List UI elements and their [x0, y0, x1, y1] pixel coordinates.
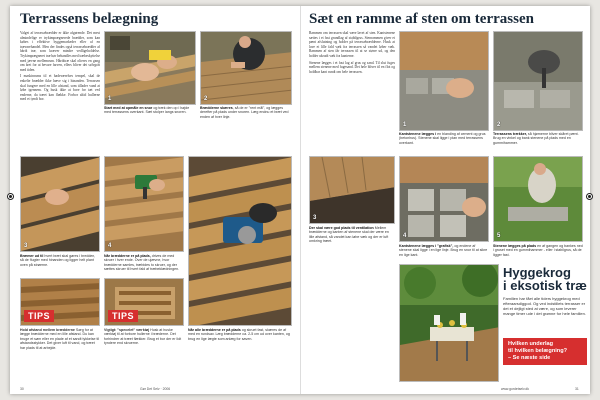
intro-paragraph: Valget af terrassebrædder er ikke afgørende. Det mest almindelige er trykimprægnerede brædder, som kan købes i effektive byggemarkeder eller af en trævarehandel. Men der findes også terrassebrædder af hårdt træ, som kræver mindre vedligeholdelse. Trykimprægneret træ bør behandles med træbeskyttelse med jævne mellemrum. Hårdttræ skal olieres en gang om året for at bevare farven, ellers bliver det sølvgråt med tiden. [20, 31, 101, 72]
caption-step-5-text: og skruet fast, skæres de af med en rundsav. Læg brædderne ca. 2-5 cm ud over kanten, og brug en lige lægte som anlæg for saven. [188, 328, 290, 341]
tips-1-lead: Hold afstand mellem brædderne [20, 328, 75, 332]
step-number-3: 3 [313, 215, 317, 221]
photo-right-step-5 [493, 156, 583, 242]
photo-step-5 [188, 156, 292, 326]
photo-step-1-image [105, 32, 196, 105]
caption-step-5-lead: Når alle brædderne er på plads [188, 328, 241, 332]
caption-right-step-2-lead: Terrassens trækker, [493, 132, 527, 136]
step-number-4: 4 [108, 243, 112, 249]
tips-photo-1 [20, 278, 100, 326]
tips-badge-1: TIPS [24, 310, 54, 322]
hygge-heading-line-1: Hyggekrog [503, 265, 571, 280]
photo-step-3 [20, 156, 100, 252]
photo-right-step-2-image [494, 32, 583, 131]
photo-right-step-2 [493, 31, 583, 131]
caption-right-step-3 [309, 226, 395, 244]
caption-right-step-2 [493, 132, 583, 145]
body-column-1 [309, 31, 395, 151]
hygge-heading-line-2: i eksotisk træ [503, 278, 587, 293]
tips-photo-2 [104, 278, 184, 326]
caption-step-3-text: hvert bræt skal gøres i bredden, så de flugter med hinanden og ligger helt plant oven på strøerne. [20, 254, 96, 267]
folio-number-right: 31 [575, 387, 579, 391]
caption-step-4-text: drives de med skruer i hver ende. Over de ujævne, hvor brædderne samles, træbides to skruer, og der sættes skruer til hvert fald af træbeklædningen. [104, 254, 180, 272]
caption-right-step-4-lead: Kantstenene lægges i "grafisk", [399, 244, 454, 248]
tips-2-lead: Vigtigt: "specelet" værktøj [104, 328, 150, 332]
caption-right-step-5-lead: Stenene lægges på plads [493, 244, 537, 248]
caption-right-step-1-text: en blanding af cement og grus (betonhus). Stenene skal ligge i plan med terrassens overkant. [399, 132, 486, 145]
photo-step-4-image [105, 157, 184, 252]
caption-step-5 [188, 328, 292, 341]
tips-badge-2: TIPS [108, 310, 138, 322]
promo-line-3: – Se næste side [508, 355, 551, 361]
page-title: Terrassens belægning [20, 11, 159, 27]
folio-text-right: www.gordetselv.dk [501, 387, 530, 391]
hygge-heading [503, 266, 587, 292]
caption-right-step-3-lead: Der skal være god plads til ventilation [309, 226, 374, 230]
caption-step-2-lead: Brædderne skæres [200, 106, 233, 110]
tips-1-body: Sørg for at lægge brædderne med en lille afstand. Du kan bruge et søm eller en plade af et sandt tykkelse til afstandsstykker. Det giver luft til vand, og træet har plads til at arbejde. [20, 328, 100, 350]
photo-right-step-3-image [310, 157, 395, 224]
intro-paragraph-2: I maskinrums til et badeværelses tempel, skal de enkelte brædder ikke hæve sig i hinanden. Terrassen skal fungere med en lille afstand, som tillader vand at løbe igennem. Og husk ikke at bore for tæt ved enderne, da træet kan flække. Forbor altid hullerne med et tyndt bor. [20, 74, 100, 102]
right-page [300, 6, 590, 394]
promo-line-1: Hvilken underlag [508, 341, 554, 347]
photo-right-step-3 [309, 156, 395, 224]
photo-right-step-1-image [400, 32, 489, 131]
photo-step-4 [104, 156, 184, 252]
step-number-2: 2 [204, 96, 208, 102]
page-title: Sæt en ramme af sten om terrassen [309, 11, 534, 27]
caption-right-step-4 [399, 244, 489, 257]
step-number-5: 5 [497, 233, 501, 239]
caption-right-step-5 [493, 244, 583, 257]
folio-number-left: 30 [20, 387, 24, 391]
caption-right-step-1 [399, 132, 489, 145]
photo-right-step-5-image [494, 157, 583, 242]
photo-step-3-image [21, 157, 100, 252]
caption-right-step-1-lead: Kantstenene lægges i [399, 132, 437, 136]
caption-right-step-3-text: Mellem brædderne og kanten af stenene skal der være en lille afstand, så vandet kan løbe væk og der er luft omkring træet. [309, 226, 389, 244]
caption-step-4 [104, 254, 184, 272]
binding-dot-left [8, 194, 13, 199]
photo-hyggekrog [399, 264, 499, 382]
binding-dot-right [587, 194, 592, 199]
step-number-2: 2 [497, 122, 501, 128]
caption-step-3 [20, 254, 100, 267]
caption-step-2-text: , så de er "rent mål", og lægges derefter på plads under snoren. Læg endnu et bræt ved enden af hver linje. [200, 106, 289, 119]
promo-line-2: til hvilken belægning? [508, 348, 568, 354]
tips-text-1 [20, 328, 100, 350]
photo-step-2-image [201, 32, 292, 105]
photo-step-5-image [189, 157, 292, 326]
folio-text-left: Gør Det Selv · 2006 [140, 387, 171, 391]
caption-step-1-text: og træk den op i højde med terrassens overkant. Sæt stolper langs snoren. [104, 106, 190, 115]
next-page-promo[interactable] [503, 338, 587, 365]
step-number-4: 4 [403, 233, 407, 239]
caption-step-3-lead: Bræmer ud til [20, 254, 44, 258]
caption-right-step-5-text: en af gangen og bankes ned i gruset med en gummihammer - eller i stabilgrus, så de ligger fast. [493, 244, 583, 257]
photo-hyggekrog-image [400, 265, 499, 382]
body-paragraph-1: Rammen om terrassen skal være lavet af sten. Kantstenene sættes i et fast grundlag af stabilgrus. Stenrammen giver et pænt afslutning og holder på terrassebrædderne. Husk at lave et lille fald væk fra terrassen så vandet løber væk. Rammen af sten får terrassen til at se større ud, og den holder ukrudt væk fra kanterne. [309, 31, 395, 58]
body-paragraph-2: Stenene lægges i et fast lag af grus og sand. Til slut fuges mellem stenene med fugesand. Det hele bliver til en flot og holdbar kant rundt om hele terrassen. [309, 60, 395, 74]
caption-step-1 [104, 106, 196, 115]
photo-right-step-4 [399, 156, 489, 242]
caption-right-step-2-text: så hjørnerne bliver skåret pænt. Brug en vinkel og bank stenene på plads med en gummihammer. [493, 132, 579, 145]
tips-2-body: Husk at huske værktøj til at forbore hullerne i bræderne. Det forhindrer at træet flækker. Brug et bor der er lidt tyndere end skruerne. [104, 328, 182, 346]
caption-right-step-4-text: og endene af stenene skal ligge i en lige linje. Brug en snor til at sikre en lige kant. [399, 244, 488, 257]
step-number-1: 1 [108, 96, 112, 102]
step-number-1: 1 [403, 122, 407, 128]
hygge-text: Familien har fået alle tiders hyggekrog med efteraarsdiggod. Og ved indstillets terrasser er det et dejligt sted at være, og som leverer mange timer ude i det grønne for hele familien. [503, 296, 586, 316]
photo-right-step-4-image [400, 157, 489, 242]
caption-step-4-lead: Når brædderne er på plads, [104, 254, 151, 258]
tips-text-2 [104, 328, 184, 346]
photo-right-step-1 [399, 31, 489, 131]
photo-step-1 [104, 31, 196, 105]
step-number-3: 3 [24, 243, 28, 249]
caption-step-1-lead: Start med at opmåle en snor [104, 106, 153, 110]
left-page [10, 6, 300, 394]
magazine-spread [10, 6, 590, 394]
photo-step-2 [200, 31, 292, 105]
intro-text [20, 31, 100, 146]
caption-step-2 [200, 106, 292, 119]
